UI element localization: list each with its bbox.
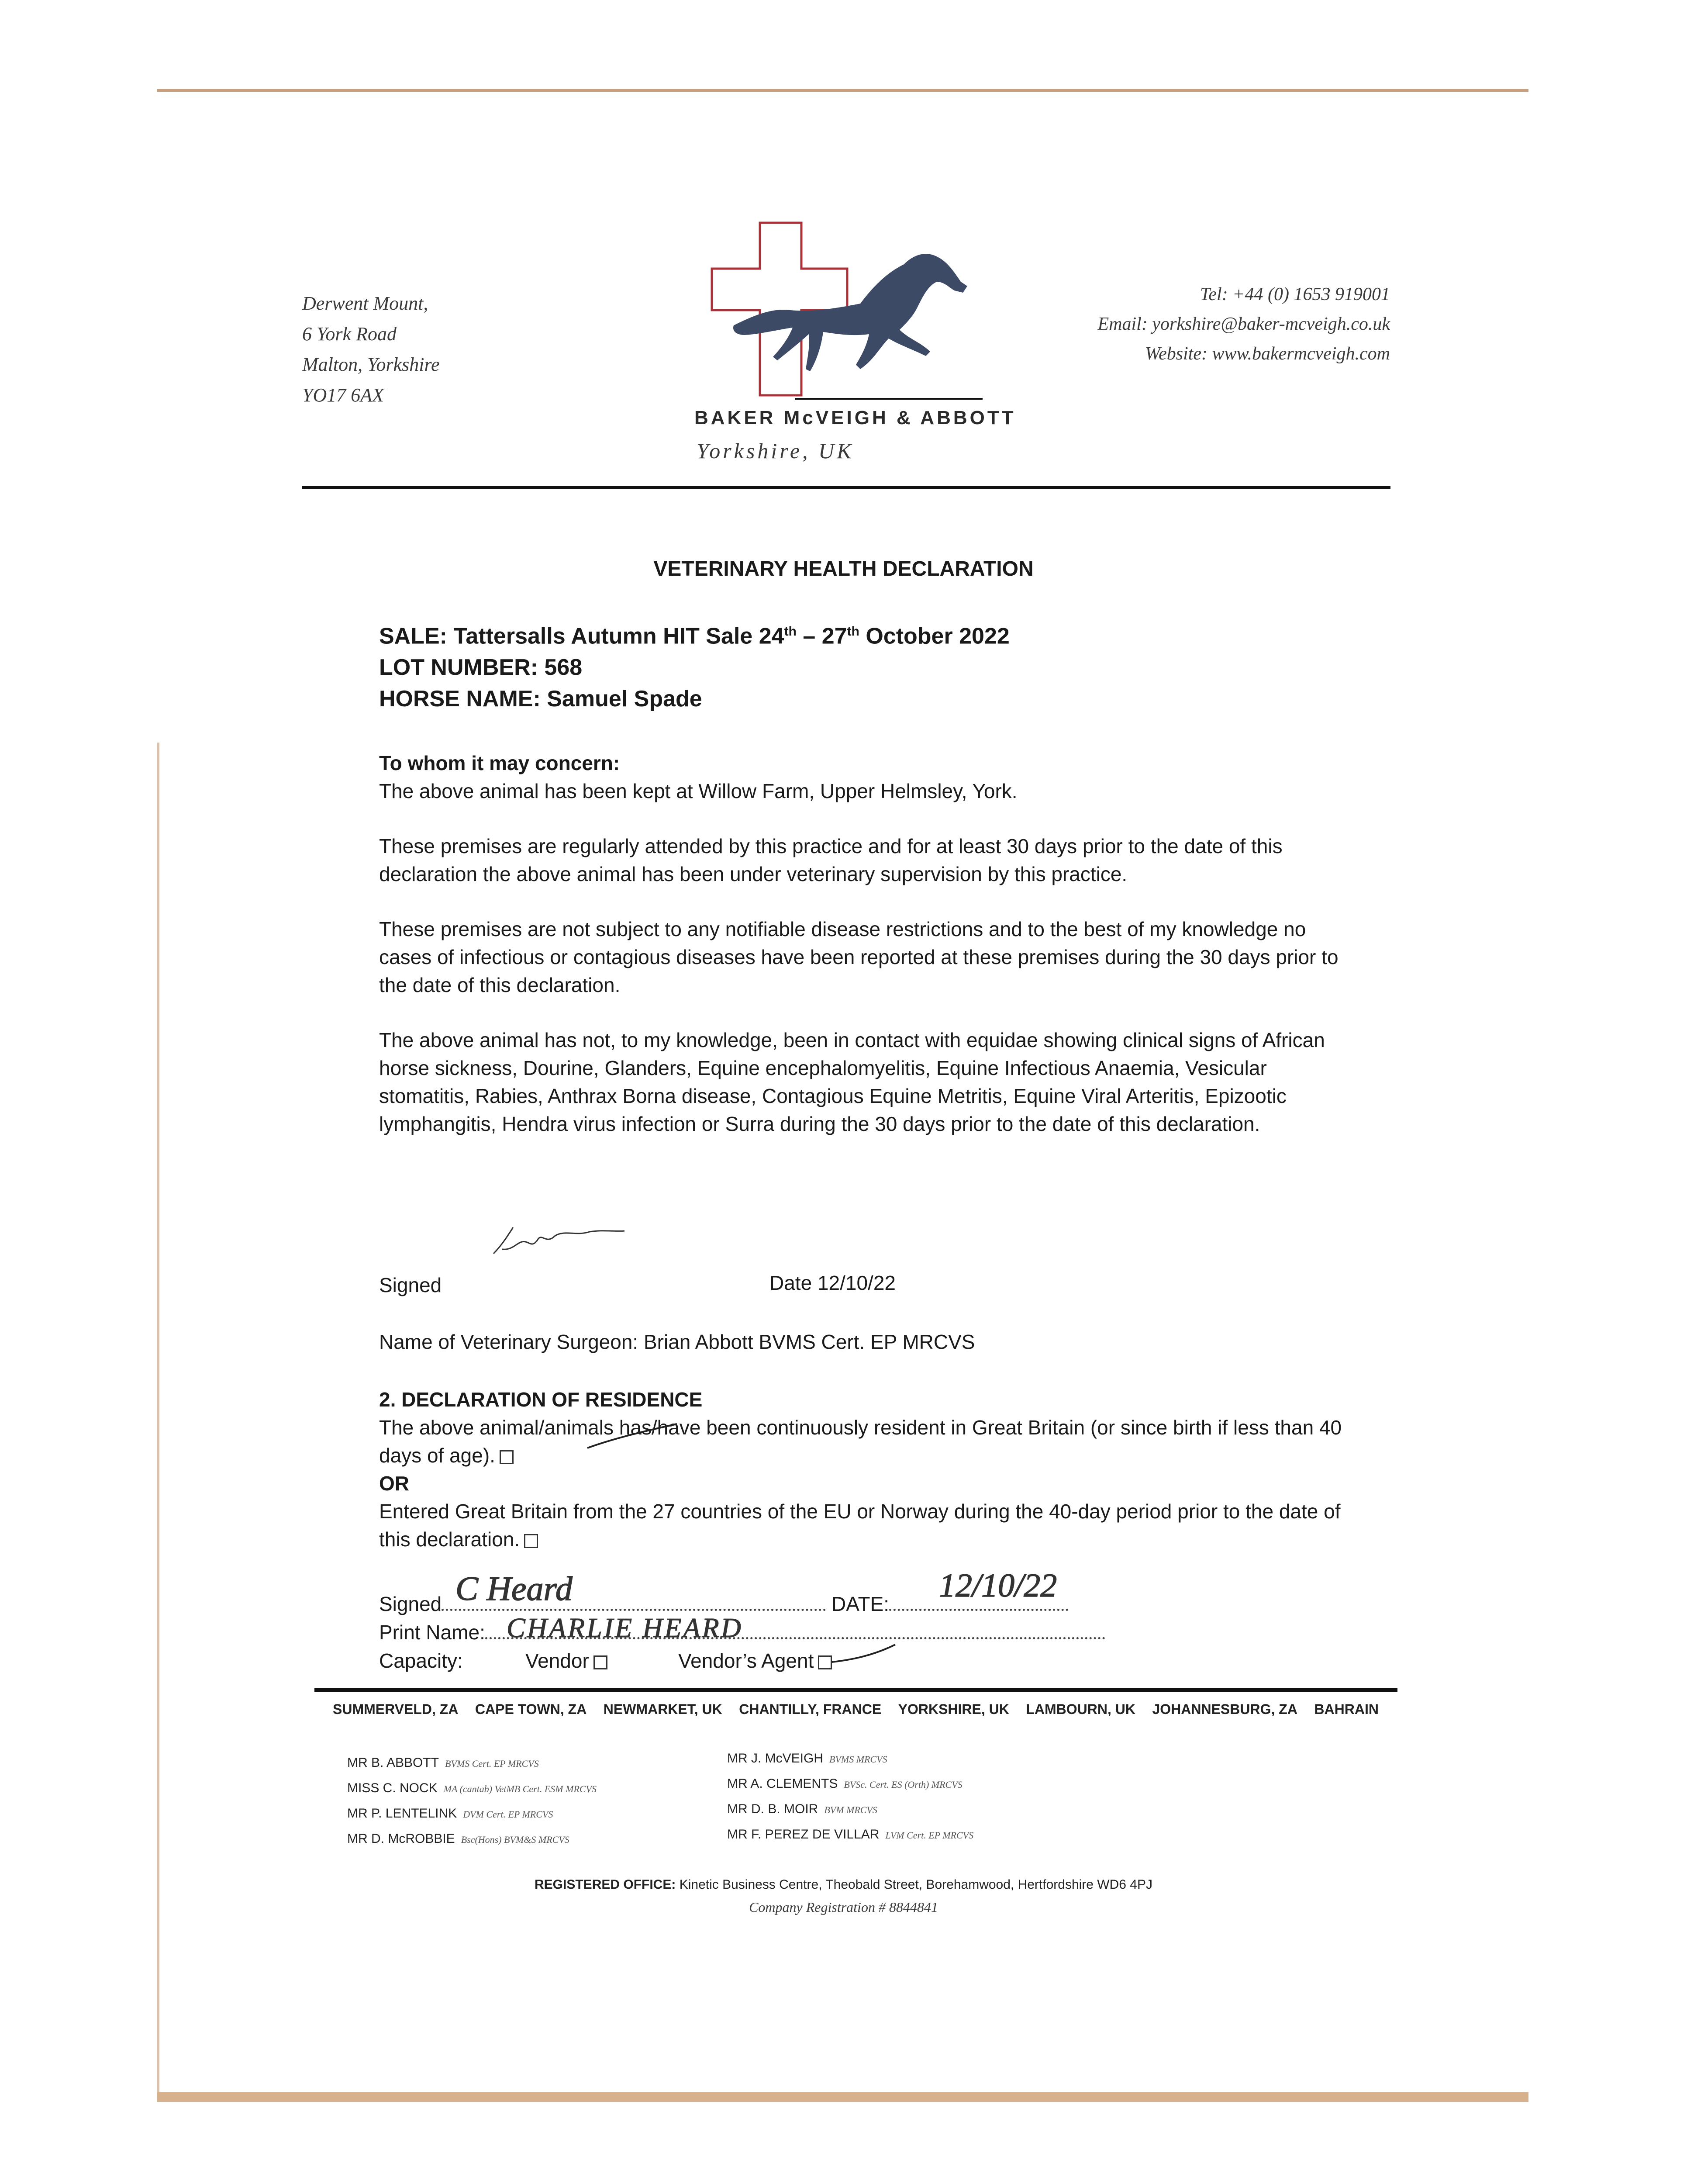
resident-tick-mark — [585, 1422, 681, 1452]
email-address: Email: yorkshire@baker-mcveigh.co.uk — [1097, 314, 1390, 334]
location-item: JOHANNESBURG, ZA — [1152, 1701, 1297, 1717]
horse-line — [379, 683, 1357, 715]
location-item: CAPE TOWN, ZA — [475, 1701, 587, 1717]
staff-name: MR B. ABBOTT — [347, 1755, 439, 1770]
kept-statement: The above animal has been kept at Willow Farm, Upper Helmsley, York. — [379, 780, 1018, 802]
vendor-agent-label: Vendor’s Agent — [678, 1649, 814, 1672]
location-item: CHANTILLY, FRANCE — [739, 1701, 882, 1717]
greeting: To whom it may concern: — [379, 752, 620, 774]
practice-logo — [707, 221, 987, 404]
cross-icon — [712, 223, 847, 395]
sale-label: SALE: — [379, 623, 447, 649]
registered-office-address: Kinetic Business Centre, Theobald Street, Borehamwood, Hertfordshire WD6 4PJ — [679, 1877, 1152, 1892]
sale-dash: – 27 — [796, 623, 847, 649]
staff-name: MR D. B. MOIR — [727, 1802, 818, 1816]
sale-month: October 2022 — [859, 623, 1010, 649]
sale-info — [379, 616, 1357, 715]
residence-date-label: DATE: — [831, 1593, 890, 1615]
website-url: Website: www.bakermcveigh.com — [1145, 344, 1390, 364]
firm-name: BAKER McVEIGH & ABBOTT — [694, 407, 1016, 429]
sale-name: Tattersalls Autumn HIT Sale 24 — [453, 623, 784, 649]
staff-quals: BVSc. Cert. ES (Orth) MRCVS — [844, 1779, 963, 1790]
staff-quals: DVM Cert. EP MRCVS — [463, 1809, 553, 1820]
staff-list-right — [727, 1746, 973, 1848]
staff-quals: Bsc(Hons) BVM&S MRCVS — [461, 1834, 569, 1845]
staff-quals: MA (cantab) VetMB Cert. ESM MRCVS — [443, 1783, 597, 1794]
horse-icon — [733, 254, 967, 371]
company-registration: Company Registration # 8844841 — [749, 1899, 938, 1915]
staff-list-left — [347, 1751, 597, 1852]
staff-entry — [347, 1776, 597, 1801]
scan-left-edge — [157, 743, 159, 2097]
residence-date-text: 12/10/22 — [939, 1567, 1057, 1604]
staff-name: MR P. LENTELINK — [347, 1806, 457, 1821]
contact-paragraph: The above animal has not, to my knowledge, been in contact with equidae showing clinical signs of African horse sickness, Dourine, Glanders, Equine encephalomyelitis, Equine Infectious Anaemia, Vesicular stomatitis, Rabies, Anthrax Borna disease, Contagious Equine Metritis, Equine Viral Arteritis, Epizootic lymphangitis, Hendra virus infection or Surra during the 30 days prior to the date of this declaration. — [379, 1029, 1325, 1135]
sale-start-suffix: th — [784, 624, 797, 639]
location-item: NEWMARKET, UK — [603, 1701, 722, 1717]
location-item: SUMMERVELD, ZA — [333, 1701, 459, 1717]
lot-number: 568 — [544, 655, 583, 681]
residence-section — [379, 1386, 1357, 1553]
vendor-agent-option — [678, 1649, 832, 1672]
print-name-label: Print Name: — [379, 1621, 485, 1644]
horse-label: HORSE NAME: — [379, 686, 541, 712]
supervision-paragraph: These premises are regularly attended by this practice and for at least 30 days prior to the date of this declaration the above animal has been under veterinary supervision by this practice. — [379, 835, 1283, 885]
vendor-label: Vendor — [525, 1649, 589, 1672]
vet-signed-label: Signed — [379, 1274, 442, 1296]
address-line: 6 York Road — [302, 323, 397, 345]
firm-location: Yorkshire, UK — [697, 439, 854, 463]
residence-signature-text: C Heard — [455, 1569, 573, 1607]
print-name-text: CHARLIE HEARD — [507, 1612, 743, 1643]
phone-number: Tel: +44 (0) 1653 919001 — [1200, 284, 1390, 304]
vendor-checkbox[interactable] — [593, 1655, 607, 1669]
vet-sign-date: Date 12/10/22 — [769, 1272, 896, 1294]
staff-entry — [727, 1746, 973, 1772]
staff-name: MR F. PEREZ DE VILLAR — [727, 1827, 880, 1842]
staff-name: MR A. CLEMENTS — [727, 1776, 838, 1791]
address-line: YO17 6AX — [302, 384, 384, 406]
staff-entry — [347, 1827, 597, 1852]
staff-quals: BVMS Cert. EP MRCVS — [445, 1758, 539, 1769]
sale-end-suffix: th — [847, 624, 859, 639]
staff-name: MR J. McVEIGH — [727, 1751, 824, 1766]
vendor-option — [525, 1647, 678, 1675]
location-item: BAHRAIN — [1314, 1701, 1379, 1717]
staff-entry — [727, 1772, 973, 1797]
staff-entry — [727, 1797, 973, 1822]
staff-quals: BVMS MRCVS — [829, 1754, 887, 1765]
residence-option-1 — [379, 1413, 1357, 1469]
practice-address — [302, 288, 440, 411]
footer-divider — [314, 1688, 1397, 1692]
registered-office — [0, 1877, 1687, 1892]
resident-checkbox[interactable] — [500, 1450, 514, 1464]
document-title: VETERINARY HEALTH DECLARATION — [653, 557, 1034, 581]
vet-surgeon-name: Name of Veterinary Surgeon: Brian Abbott BVMS Cert. EP MRCVS — [379, 1330, 975, 1353]
staff-quals: BVM MRCVS — [824, 1804, 877, 1815]
entered-gb-checkbox[interactable] — [524, 1534, 538, 1548]
vendor-agent-tick-mark — [830, 1640, 926, 1671]
staff-name: MISS C. NOCK — [347, 1781, 438, 1795]
premises-paragraph: These premises are not subject to any notifiable disease restrictions and to the best of my knowledge no cases of infectious or contagious diseases have been reported at these premises during the 30 days prior to the date of this declaration. — [379, 918, 1339, 996]
practice-contact — [1098, 280, 1390, 369]
residence-signature — [452, 1562, 592, 1614]
residence-signed-label: Signed — [379, 1593, 442, 1615]
residence-heading: 2. DECLARATION OF RESIDENCE — [379, 1388, 703, 1411]
office-locations — [333, 1701, 1379, 1717]
location-item: LAMBOURN, UK — [1026, 1701, 1135, 1717]
horse-name: Samuel Spade — [547, 686, 702, 712]
staff-entry — [347, 1751, 597, 1776]
header-divider — [302, 486, 1390, 489]
lot-line — [379, 652, 1357, 683]
residence-option-1-text: The above animal/animals has/have been continuously resident in Great Britain (or since birth if less than 40 days of age). — [379, 1416, 1342, 1467]
address-line: Malton, Yorkshire — [302, 354, 440, 375]
scan-bottom-edge — [157, 2092, 1528, 2102]
capacity-label: Capacity: — [379, 1649, 463, 1672]
or-label: OR — [379, 1472, 409, 1495]
scan-top-edge — [157, 89, 1528, 92]
handwritten-print-name — [504, 1609, 801, 1644]
staff-entry — [347, 1801, 597, 1827]
registered-office-label: REGISTERED OFFICE: — [535, 1877, 676, 1892]
declaration-body — [379, 749, 1357, 1138]
residence-option-2 — [379, 1497, 1357, 1553]
location-item: YORKSHIRE, UK — [898, 1701, 1009, 1717]
residence-handwritten-date — [937, 1562, 1081, 1610]
staff-entry — [727, 1822, 973, 1848]
residence-option-2-text: Entered Great Britain from the 27 countries of the EU or Norway during the 40-day period prior to the date of this declaration. — [379, 1500, 1341, 1551]
vet-signature — [489, 1219, 629, 1267]
staff-quals: LVM Cert. EP MRCVS — [885, 1830, 974, 1841]
address-line: Derwent Mount, — [302, 293, 428, 314]
lot-label: LOT NUMBER: — [379, 655, 538, 681]
sale-line — [379, 616, 1357, 652]
staff-name: MR D. McROBBIE — [347, 1832, 455, 1846]
